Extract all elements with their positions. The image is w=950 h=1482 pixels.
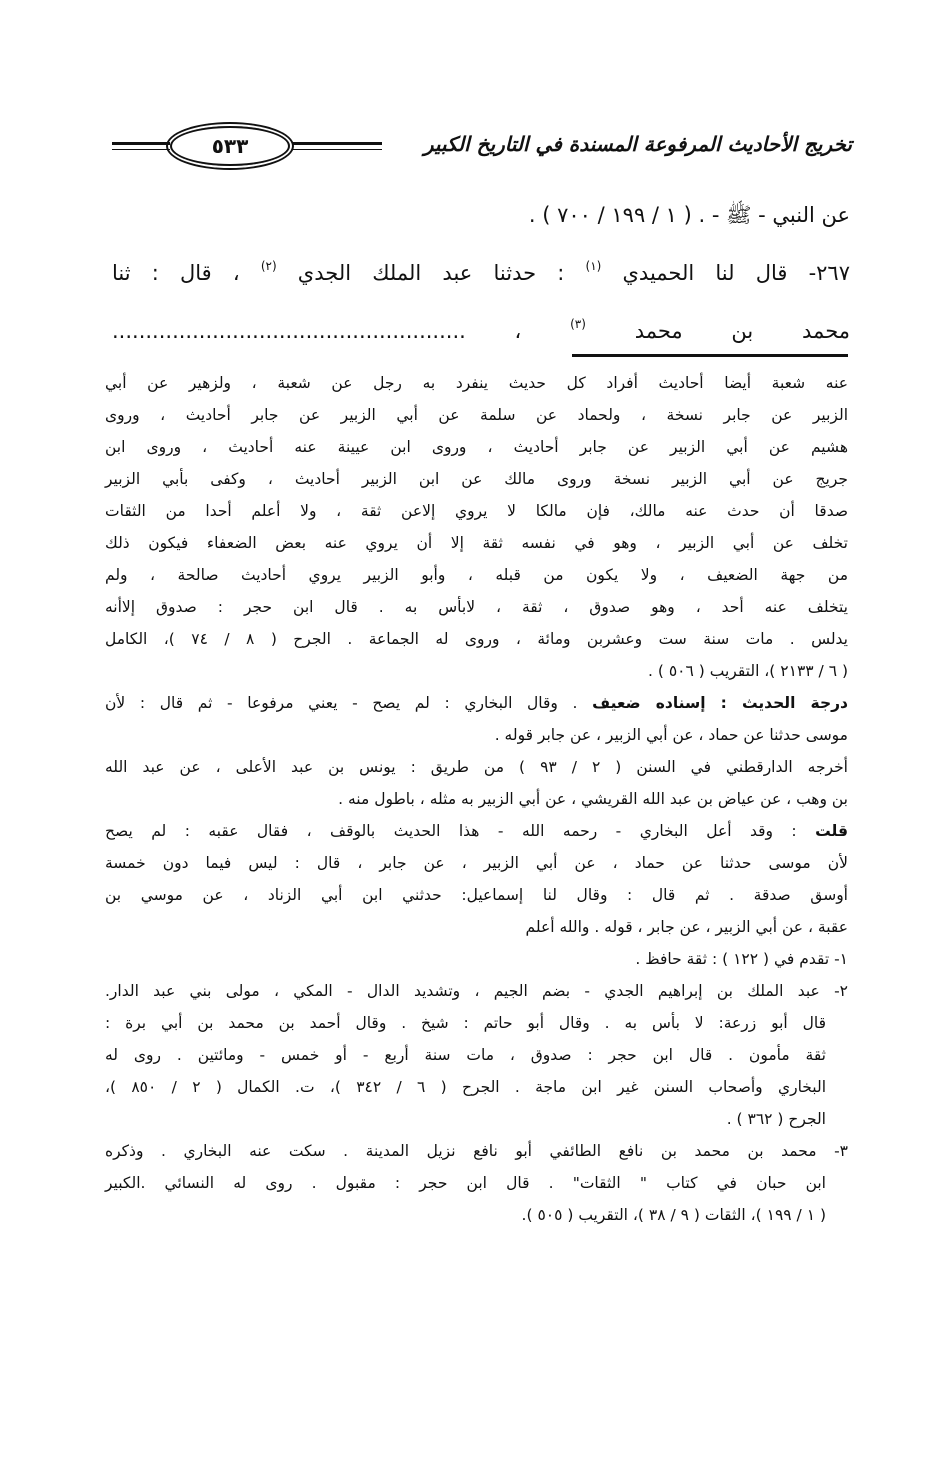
text-span: عن النبي - ﷺ - . ( ١ / ١٩٩ / ٧٠٠ ) . xyxy=(528,203,850,227)
footnote-line xyxy=(105,719,848,751)
book-title: تخريج الأحاديث المرفوعة المسندة في التاريخ الكبير xyxy=(423,132,852,156)
footnote-line xyxy=(105,687,848,719)
text-span: أوسق صدقة . ثم قال : وقال لنا إسماعيل: حدثني ابن أبي الزناد ، عن موسي بن xyxy=(105,886,848,904)
text-span: ١- تقدم في ( ١٢٢ ) : ثقة حافظ . xyxy=(635,950,848,968)
footnote-line xyxy=(105,975,848,1007)
footnote-ref: (١) xyxy=(585,259,602,273)
footnote-ref: (٣) xyxy=(570,317,586,331)
page-number: ٥٣٣ xyxy=(170,126,290,166)
text-span: الزبير عن جابر نسخة ، ولحماد عن سلمة عن أبي الزبير عن جابر أحاديث ، وروى xyxy=(105,406,848,424)
footnote-line xyxy=(105,1039,848,1071)
footnote-line xyxy=(105,1167,848,1199)
bold-text: قلت xyxy=(815,822,848,840)
footnote-ref: (٢) xyxy=(260,259,277,273)
text-span: عنه شعبة أيضا أحاديث أفراد كل حديث ينفرد به رجل عن شعبة ، ولزهير عن أبي xyxy=(105,374,848,392)
footnote-line xyxy=(105,527,848,559)
text-span: . وقال البخاري : لم يصح - يعني مرفوعا - ثم قال : لأن xyxy=(105,694,593,712)
text-span: الجرح ( ٣٦٢ ) . xyxy=(726,1110,826,1128)
text-span: هشيم عن أبي الزبير عن جابر أحاديث ، وروى ابن عيينة عنه أحاديث ، وروى ابن xyxy=(105,438,848,456)
footnote-line xyxy=(105,783,848,815)
text-span: عقبة ، عن أبي الزبير ، عن جابر ، قوله . والله أعلم xyxy=(525,918,848,936)
footnote-line xyxy=(105,751,848,783)
footnote-line xyxy=(105,1071,848,1103)
footnote-line xyxy=(105,1007,848,1039)
main-line xyxy=(112,241,850,299)
text-span: يتخلف عنه أحد ، وهو صدوق ، ثقة ، لابأس به . قال ابن حجر : صدوق إلاأنه xyxy=(105,598,848,616)
bold-text: درجة الحديث : إسناده ضعيف xyxy=(592,694,848,712)
footnote-line xyxy=(105,463,848,495)
footnote-line xyxy=(105,1135,848,1167)
running-header xyxy=(112,124,852,170)
text-span: ، ..................................................... xyxy=(112,319,571,343)
footnote-line xyxy=(105,495,848,527)
footnote-line xyxy=(105,943,848,975)
footnote-line xyxy=(105,655,848,687)
text-span: تخلف عن أبي الزبير ، وهو في نفسه ثقة إلا أن يروي عنه بعض الضعفاء فيكون ذلك xyxy=(105,534,848,552)
footnote-line xyxy=(105,623,848,655)
text-span: البخاري وأصحاب السنن غير ابن ماجة . الجرح ( ٦ / ٣٤٢ )، ت. الكمال ( ٢ / ٨٥٠ )، xyxy=(105,1078,827,1096)
header-rule xyxy=(112,142,170,150)
text-span: ثقة مأمون . قال ابن حجر : صدوق ، مات سنة أربع - أو خمس - ومائتين . روى له xyxy=(105,1046,826,1064)
text-span: قال أبو زرعة: لا بأس به . وقال أبو حاتم : شيخ . وقال أحمد بن محمد بن أبي برة : xyxy=(105,1014,826,1032)
text-span: جريج عن أبي الزبير نسخة وروى مالك عن ابن الزبير أحاديث ، وكفى بأبي الزبير xyxy=(105,470,848,488)
header-rule xyxy=(290,142,382,150)
text-span: صدقا أن حدث عنه مالك، فإن مالكا لا يروي إلاعن ثقة ، ولا أعلم أحدا من الثقات xyxy=(105,502,848,520)
footnote-line xyxy=(105,815,848,847)
text-span: : حدثنا عبد الملك الجدي xyxy=(276,261,586,285)
text-span: : وقد أعل البخاري - رحمه الله - هذا الحديث بالوقف ، فقال عقبه : لم يصح xyxy=(105,822,816,840)
text-span: أخرجه الدارقطني في السنن ( ٢ / ٩٣ ) من طريق : يونس بن عبد الأعلى ، عن عبد الله xyxy=(105,758,848,776)
text-span: لأن موسى حدثنا عن حماد ، عن أبي الزبير ، عن جابر ، قال : ليس فيما دون خمسة xyxy=(105,854,848,872)
footnote-line xyxy=(105,591,848,623)
text-span: من جهة الضعيف ، ولا يكون من قبله ، وأبو الزبير يروي أحاديث صالحة ، ولم xyxy=(105,566,848,584)
text-span: ( ١ / ١٩٩ )، الثقات ( ٩ / ٣٨ )، التقريب ( ٥٠٥ ). xyxy=(521,1206,826,1224)
footnote-separator xyxy=(572,354,848,357)
main-text xyxy=(112,190,850,357)
text-span: ٣- محمد بن محمد بن نافع الطائفي أبو نافع نزيل المدينة . سكت عنه البخاري . وذكره xyxy=(105,1142,848,1160)
footnote-line xyxy=(105,431,848,463)
text-span: محمد بن محمد xyxy=(585,319,851,343)
text-span: يدلس . مات سنة ست وعشربن ومائة ، وروى له الجماعة . الجرح ( ٨ / ٧٤ )، الكامل xyxy=(105,630,848,648)
footnote-line xyxy=(105,367,848,399)
text-span: ، قال : ثنا xyxy=(112,261,261,285)
footnote-line xyxy=(105,1103,848,1135)
text-span: ( ٦ / ٢١٣٣ )، التقريب ( ٥٠٦ ) . xyxy=(648,662,848,680)
text-span: ابن حبان في كتاب " الثقات" . قال ابن حجر : مقبول . روى له النسائي .الكبير xyxy=(105,1174,826,1192)
footnote-line xyxy=(105,847,848,879)
footnote-line xyxy=(105,559,848,591)
footnote-line xyxy=(105,911,848,943)
text-span: ٢٦٧- قال لنا الحميدي xyxy=(601,261,850,285)
text-span: بن وهب ، عن عياض بن عبد الله القريشي ، عن أبي الزبير به مثله ، باطول منه . xyxy=(338,790,848,808)
footnote-line xyxy=(105,399,848,431)
main-line xyxy=(112,299,850,357)
main-line xyxy=(112,190,850,241)
text-span: موسى حدثنا عن حماد ، عن أبي الزبير ، عن جابر قوله . xyxy=(494,726,848,744)
footnotes xyxy=(105,367,848,1231)
footnote-line xyxy=(105,879,848,911)
footnote-line xyxy=(105,1199,848,1231)
text-span: ٢- عبد الملك بن إبراهيم الجدي - بضم الجيم ، وتشديد الدال - المكي ، مولى بني عبد الدار. xyxy=(105,982,848,1000)
